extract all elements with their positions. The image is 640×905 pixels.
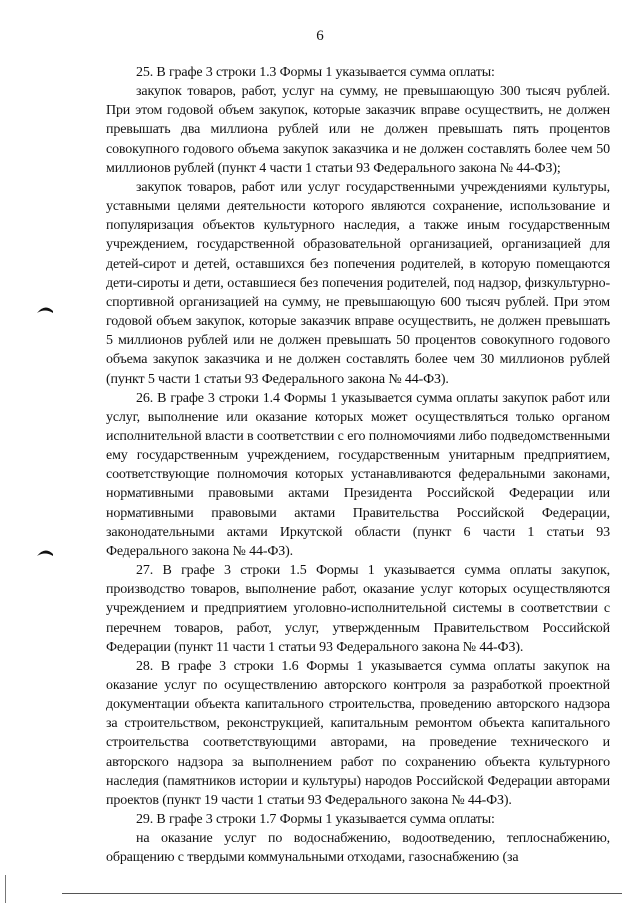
paragraph-25-item-1: закупок товаров, работ, услуг на сумму, не превышающую 300 тысяч рублей. При этом годовой объем закупок, которые заказчик вправе осуществить, не должен превышать два миллиона рублей или не должен превышать пять процентов совокупного годового объема закупок заказчика и не должен составлять более чем 50 миллионов рублей (пункт 4 части 1 статьи 93 Федерального закона № 44-ФЗ); bbox=[106, 84, 610, 176]
paragraph-26: 26. В графе 3 строки 1.4 Формы 1 указывается сумма оплаты закупок работ или услуг, выполнение или оказание которых может осуществляться только органом исполнительной власти в соответствии с его полномочиями либо подведомственными ему государственным учреждением, государственным унитарным предприятием, соответствующие полномочия которых устанавливаются федеральными законами, нормативными правовыми актами Президента Российской Федерации или нормативными правовыми актами Правительства Российской Федерации, законодательными актами Иркутской области (пункт 6 части 1 статьи 93 Федерального закона № 44-ФЗ). bbox=[106, 390, 610, 559]
bottom-divider bbox=[62, 893, 622, 894]
page-number: 6 bbox=[316, 28, 324, 44]
paragraph-29-heading: 29. В графе 3 строки 1.7 Формы 1 указывается сумма оплаты: bbox=[136, 812, 495, 828]
scan-punch-mark bbox=[36, 548, 54, 557]
paragraph-29-item-1: на оказание услуг по водоснабжению, водоотведению, теплоснабжению, обращению с твердыми коммунальными отходами, газоснабжению (за bbox=[106, 831, 610, 866]
scan-edge-line bbox=[5, 875, 6, 903]
paragraph-27: 27. В графе 3 строки 1.5 Формы 1 указывается сумма оплаты закупок, производство товаров, выполнение работ, оказание услуг которых осуществляются учреждением и предприятием уголовно-исполнительной системы в соответствии с перечнем товаров, работ, услуг, утвержденным Правительством Российской Федерации (пункт 11 части 1 статьи 93 Федерального закона № 44-ФЗ). bbox=[106, 563, 610, 655]
scan-punch-mark bbox=[36, 305, 54, 314]
paragraph-28: 28. В графе 3 строки 1.6 Формы 1 указывается сумма оплаты закупок на оказание услуг по осуществлению авторского контроля за разработкой проектной документации объекта капитального строительства, проведению авторского надзора за строительством, реконструкцией, капитальным ремонтом объекта капитального строительства соответствующими авторами, на проведение технического и авторского надзора за выполнением работ по сохранению объекта культурного наследия (памятников истории и культуры) народов Российской Федерации авторами проектов (пункт 19 части 1 статьи 93 Федерального закона № 44-ФЗ). bbox=[106, 658, 610, 808]
paragraph-25-item-2: закупок товаров, работ или услуг государственными учреждениями культуры, уставными целями деятельности которого являются сохранение, использование и популяризация объектов культурного наследия, а также иным государственным учреждением, государственной образовательной организацией, организацией для детей-сирот и детей, оставшихся без попечения родителей, в которую помещаются дети-сироты и дети, оставшиеся без попечения родителей, под надзор, физкультурно-спортивной организацией на сумму, не превышающую 600 тысяч рублей. При этом годовой объем закупок, которые заказчик вправе осуществить, не должен превышать 5 миллионов рублей или не должен превышать 50 процентов совокупного годового объема закупок заказчика и не должен составлять более чем 30 миллионов рублей (пункт 5 части 1 статьи 93 Федерального закона № 44-ФЗ). bbox=[106, 179, 610, 387]
paragraph-25-heading: 25. В графе 3 строки 1.3 Формы 1 указывается сумма оплаты: bbox=[136, 65, 495, 80]
document-body bbox=[106, 63, 610, 868]
